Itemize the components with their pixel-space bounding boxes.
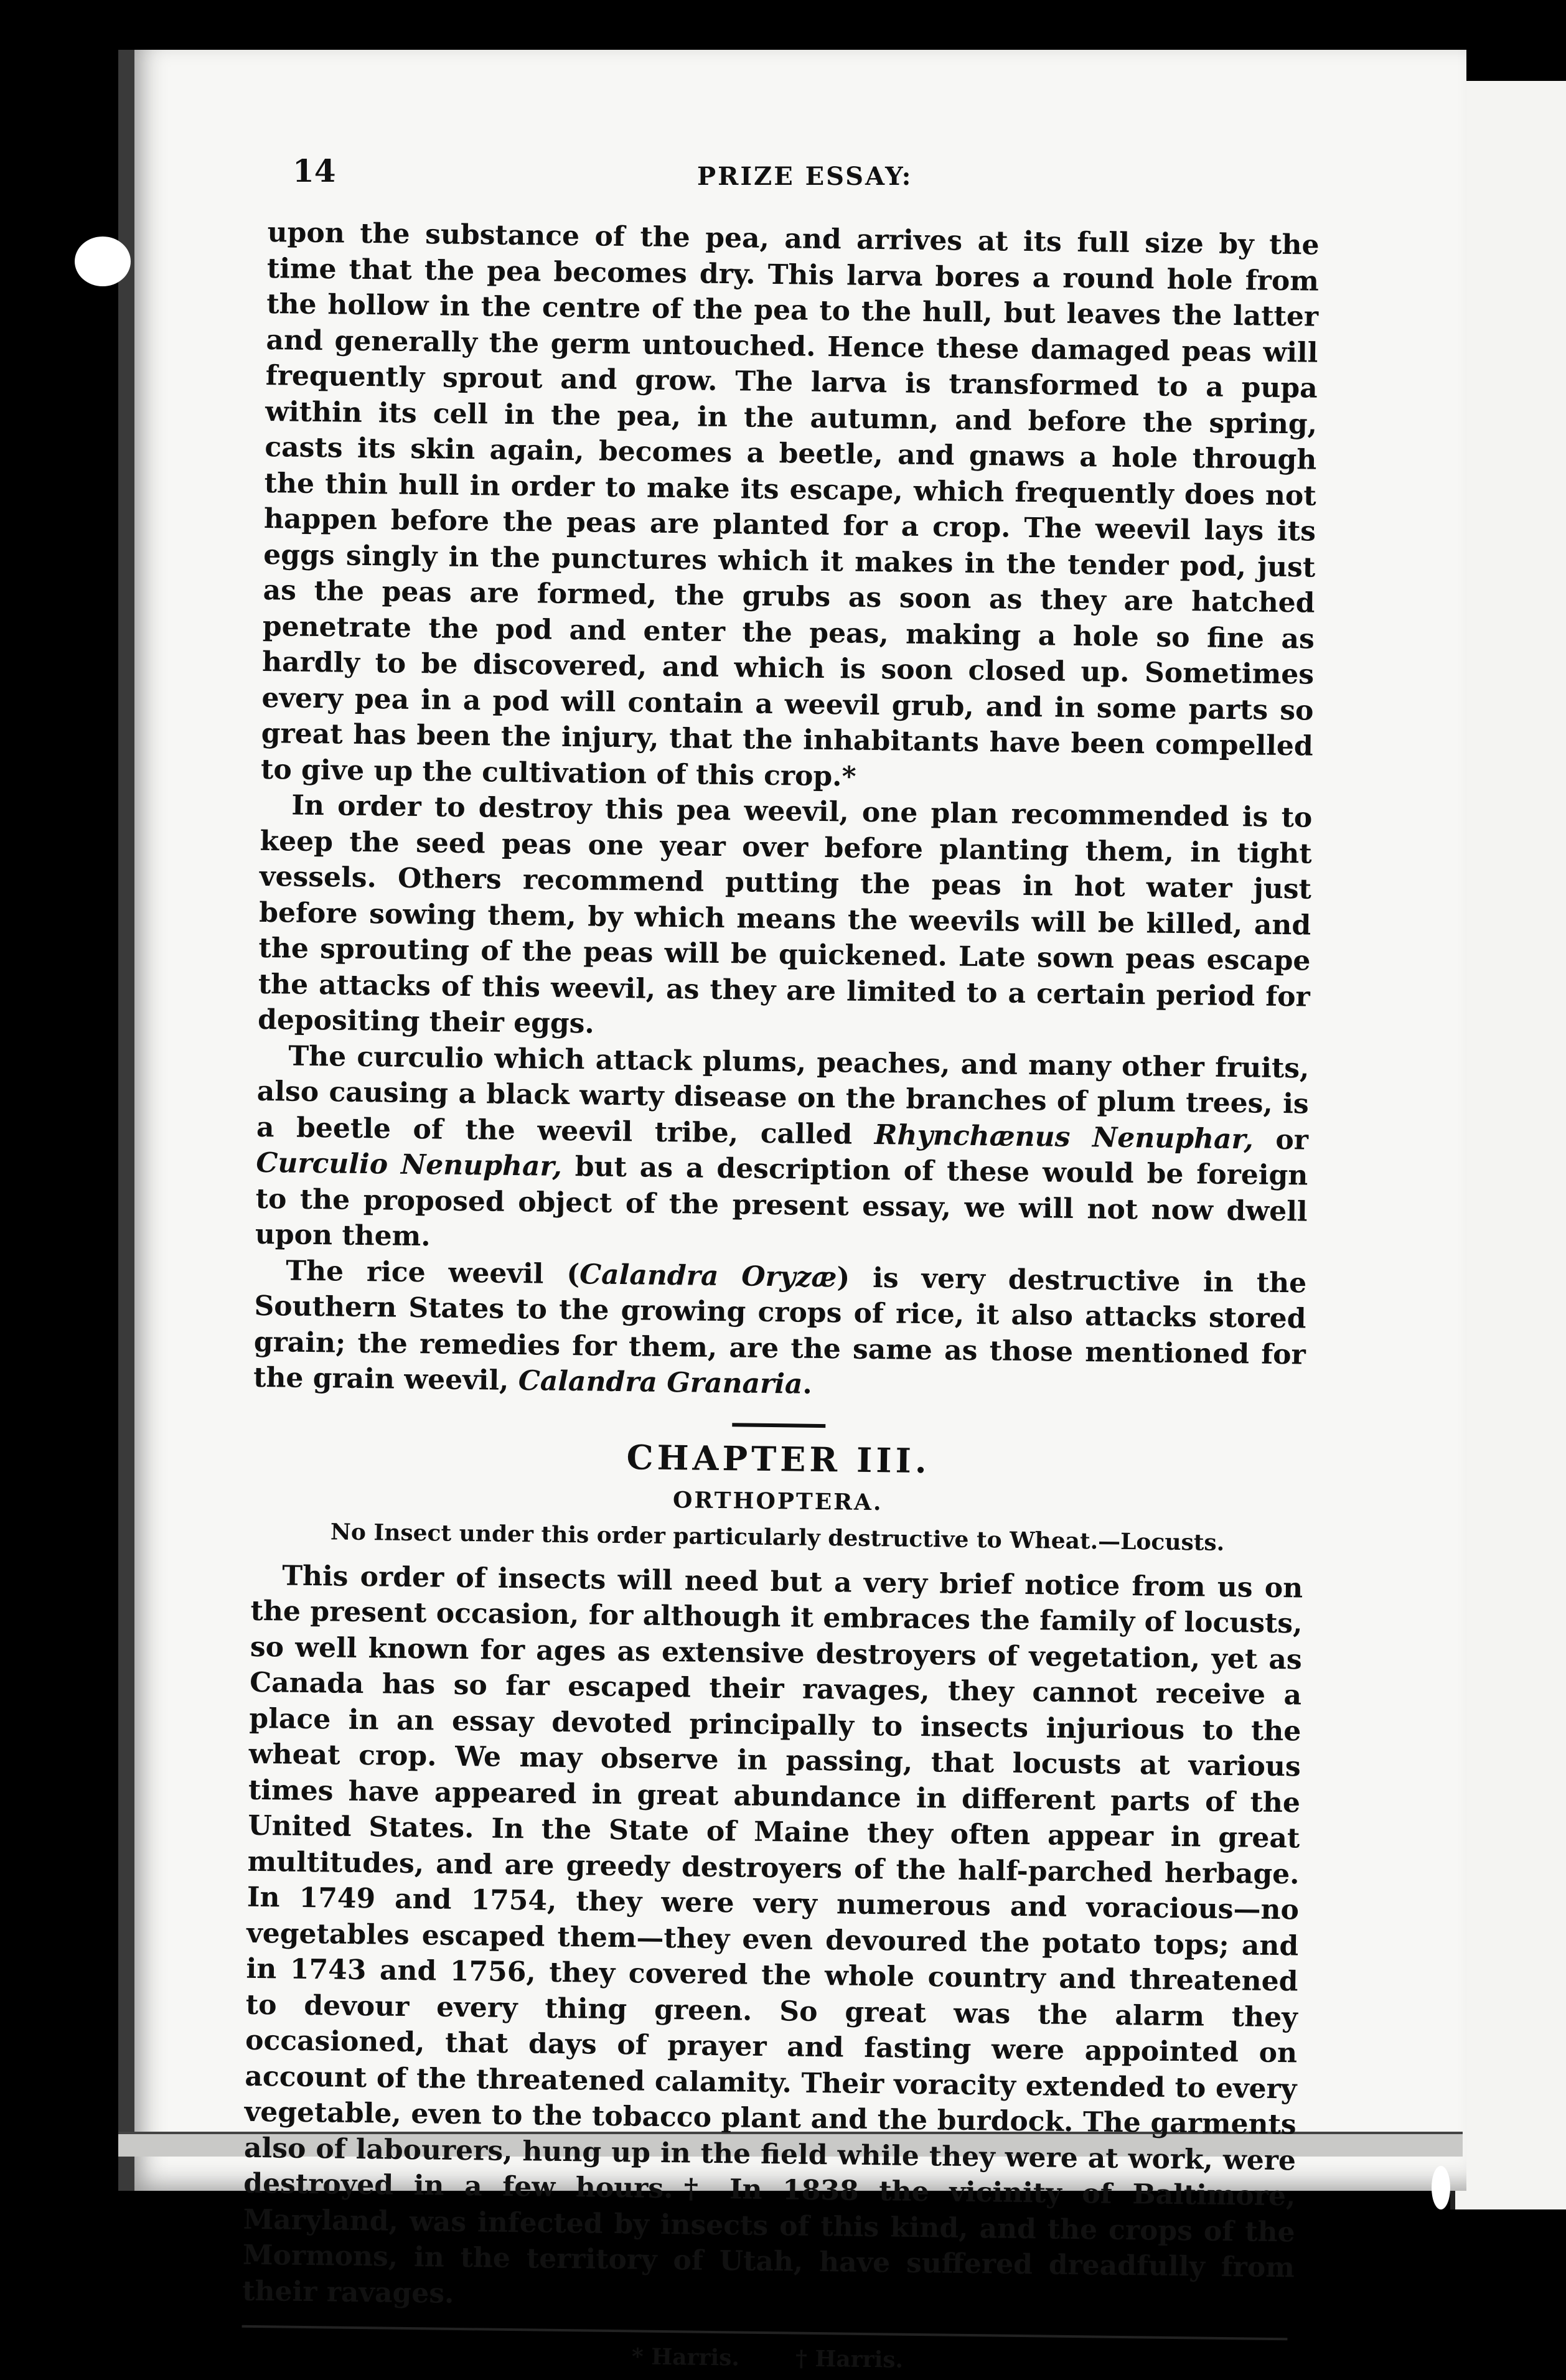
body-text [241, 215, 1320, 2380]
chapter-subtitle: ORTHOPTERA. [672, 1486, 883, 1516]
page-number: 14 [293, 152, 336, 189]
chapter-summary: No Insect under this order particularly destructive to Wheat.—Locusts. [330, 1518, 1225, 1556]
species-name: Calandra Granaria [518, 1365, 803, 1400]
running-title: PRIZE ESSAY: [697, 162, 913, 191]
paragraph-pea-weevil-larva: upon the substance of the pea, and arrives at its full size by the time that the pea becomes dry. This larva bores a round hole from the hollow in the centre of the pea to the hull, but leaves the latter and generally the germ untouched. Hence these damaged peas will frequently sprout and grow. The larva is transformed to a pupa within its cell in the pea, in the autumn, and before the spring, casts its skin again, becomes a beetle, and gnaws a hole through the thin hull in order to make its escape, which frequently does not happen before the peas are planted for a crop. The weevil lays its eggs singly in the punctures which it makes in the tender pod, just as the peas are formed, the grubs as soon as they are hatched penetrate the pod and enter the peas, making a hole so fine as hardly to be discovered, and which is soon closed up. Sometimes every pea in a pod will contain a weevil grub, and in some parts so great has been the injury, that the inhabitants have been compelled to give up the cultivation of this crop.* [260, 216, 1320, 793]
species-name: Calandra Oryzæ [579, 1258, 837, 1293]
species-name: Curculio Nenuphar, [256, 1146, 563, 1183]
footnote: † Harris. [795, 2345, 904, 2373]
running-head [268, 152, 1326, 202]
next-page-edge [1450, 81, 1566, 2209]
chapter-divider [732, 1423, 825, 1428]
paragraph-rice-weevil: The rice weevil (Calandra Oryzæ) is very destructive in the Southern States to the growing crops of rice, it also attacks stored grain; the remedies for them, are the same as those mentioned for the grain weevil, Calandra Granaria. [253, 1254, 1307, 1400]
scan-speck [1432, 2166, 1450, 2209]
paragraph-curculio: The curculio which attack plums, peaches, and many other fruits, also causing a black warty disease on the branches of plum trees, is a beetle of the weevil tribe, called Rhynchænus Nenuphar, or Curculio Nenuphar, but as a description of these would be foreign to the proposed object of the present essay, we will not now dwell upon them. [255, 1040, 1310, 1253]
scan-speck [75, 237, 131, 286]
paragraph-destroy-pea-weevil: In order to destroy this pea weevil, one plan recommended is to keep the seed peas one year over before planting them, in tight vessels. Others recommend putting the peas in hot water just before sowing them, by which means the weevils will be killed, and the sprouting of the peas will be quickened. Late sown peas escape the attacks of this weevil, as they are limited to a certain period for depositing their eggs. [257, 789, 1313, 1040]
paragraph-orthoptera: This order of insects will need but a very brief notice from us on the present occasion, for although it embraces the family of locusts, so well known for ages as extensive destroyers of vegetation, yet as Canada has so far escaped their ravages, they cannot receive a place in an essay devoted principally to insects injurious to the wheat crop. We may observe in passing, that locusts at various times have appeared in great abundance in different parts of the United States. In the State of Maine they often appear in great multitudes, and are greedy destroyers of the half-parched herbage. In 1749 and 1754, they were very numerous and voracious—no vegetables escaped them—they even devoured the potato tops; and in 1743 and 1756, they covered the whole country and threatened to devour every thing green. So great was the alarm they occasioned, that days of prayer and fasting were appointed on account of the threatened calamity. Their voracity extended to every vegetable, even to the tobacco plant and the burdock. The garments also of labourers, hung up in the field while they were at work, were destroyed in a few hours.† In 1838 the vicinity of Baltimore, Maryland, was infected by insects of this kind, and the crops of the Mormons, in the territory of Utah, have suffered dreadfully from their ravages. [241, 1559, 1303, 2310]
chapter-title: CHAPTER III. [626, 1436, 931, 1481]
footnote: * Harris. [631, 2343, 740, 2371]
species-name: Rhynchænus Nenuphar, [874, 1118, 1254, 1155]
footnotes [241, 2336, 1293, 2380]
